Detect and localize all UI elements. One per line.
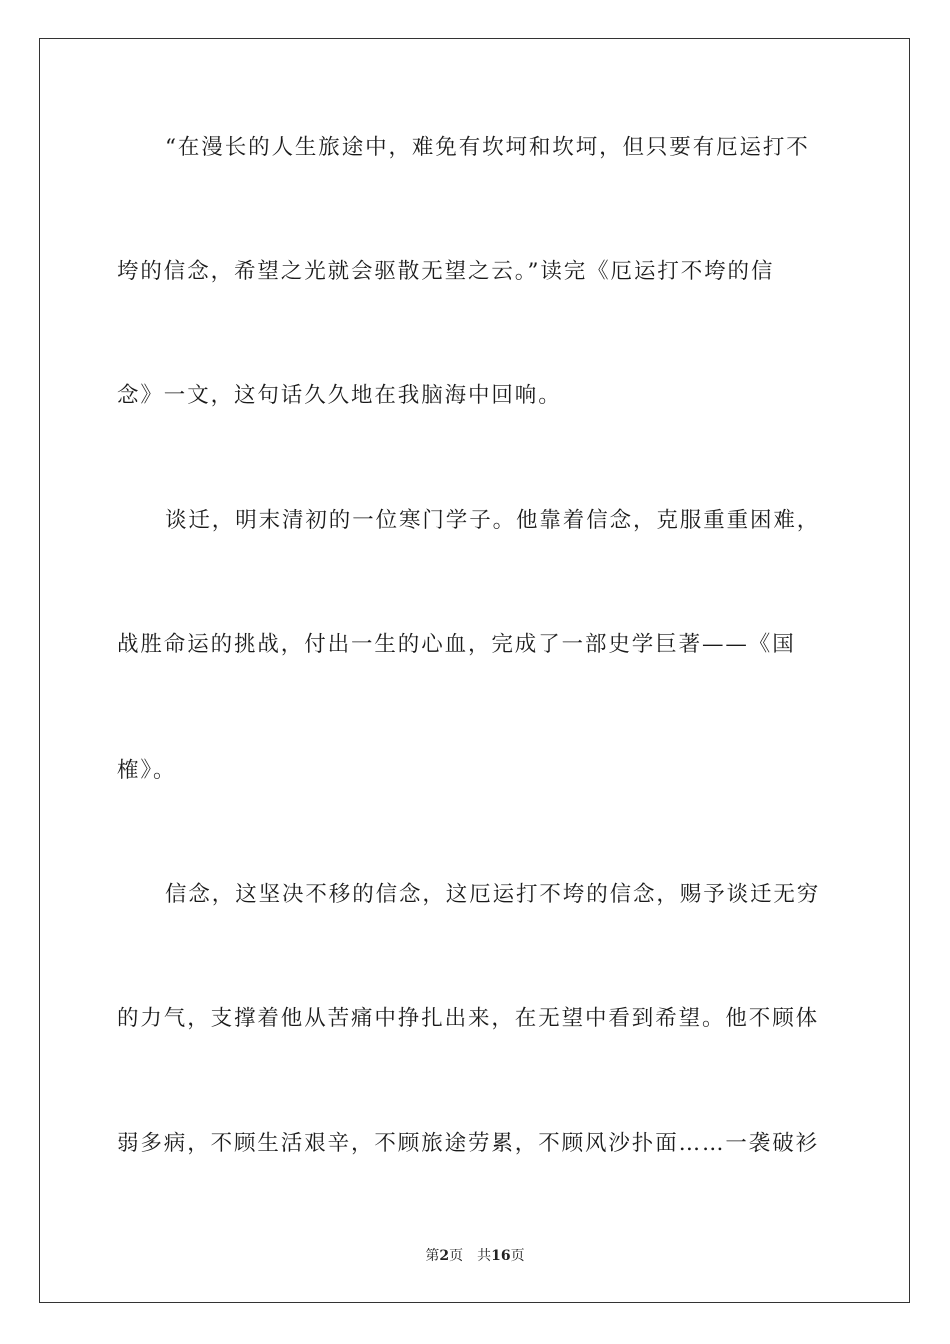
total-suffix: 页 (510, 1248, 525, 1264)
text-line-8: 的力气，支撑着他从苦痛中挣扎出来，在无望中看到希望。他不顾体 (117, 1006, 820, 1031)
page-suffix: 页 (449, 1248, 464, 1264)
page-border (39, 38, 910, 1303)
page-number: 2 (439, 1248, 450, 1264)
total-pages: 16 (491, 1248, 511, 1264)
text-line-4: 谈迁，明末清初的一位寒门学子。他靠着信念，克服重重困难， (165, 508, 821, 533)
text-line-5: 战胜命运的挑战，付出一生的心血，完成了一部史学巨著——《国 (117, 632, 796, 657)
text-line-7: 信念，这坚决不移的信念，这厄运打不垮的信念，赐予谈迁无穷 (165, 882, 821, 907)
text-line-2: 垮的信念，希望之光就会驱散无望之云。”读完《厄运打不垮的信 (117, 259, 775, 284)
text-line-1: “在漫长的人生旅途中，难免有坎坷和坎坷，但只要有厄运打不 (165, 135, 810, 160)
total-prefix: 共 (477, 1248, 492, 1264)
page-footer (0, 1246, 950, 1266)
text-line-6: 榷》。 (117, 758, 177, 783)
text-line-9: 弱多病，不顾生活艰辛，不顾旅途劳累，不顾风沙扑面……一袭破衫 (117, 1131, 820, 1156)
text-line-3: 念》一文，这句话久久地在我脑海中回响。 (117, 383, 562, 408)
page-prefix: 第 (425, 1248, 440, 1264)
